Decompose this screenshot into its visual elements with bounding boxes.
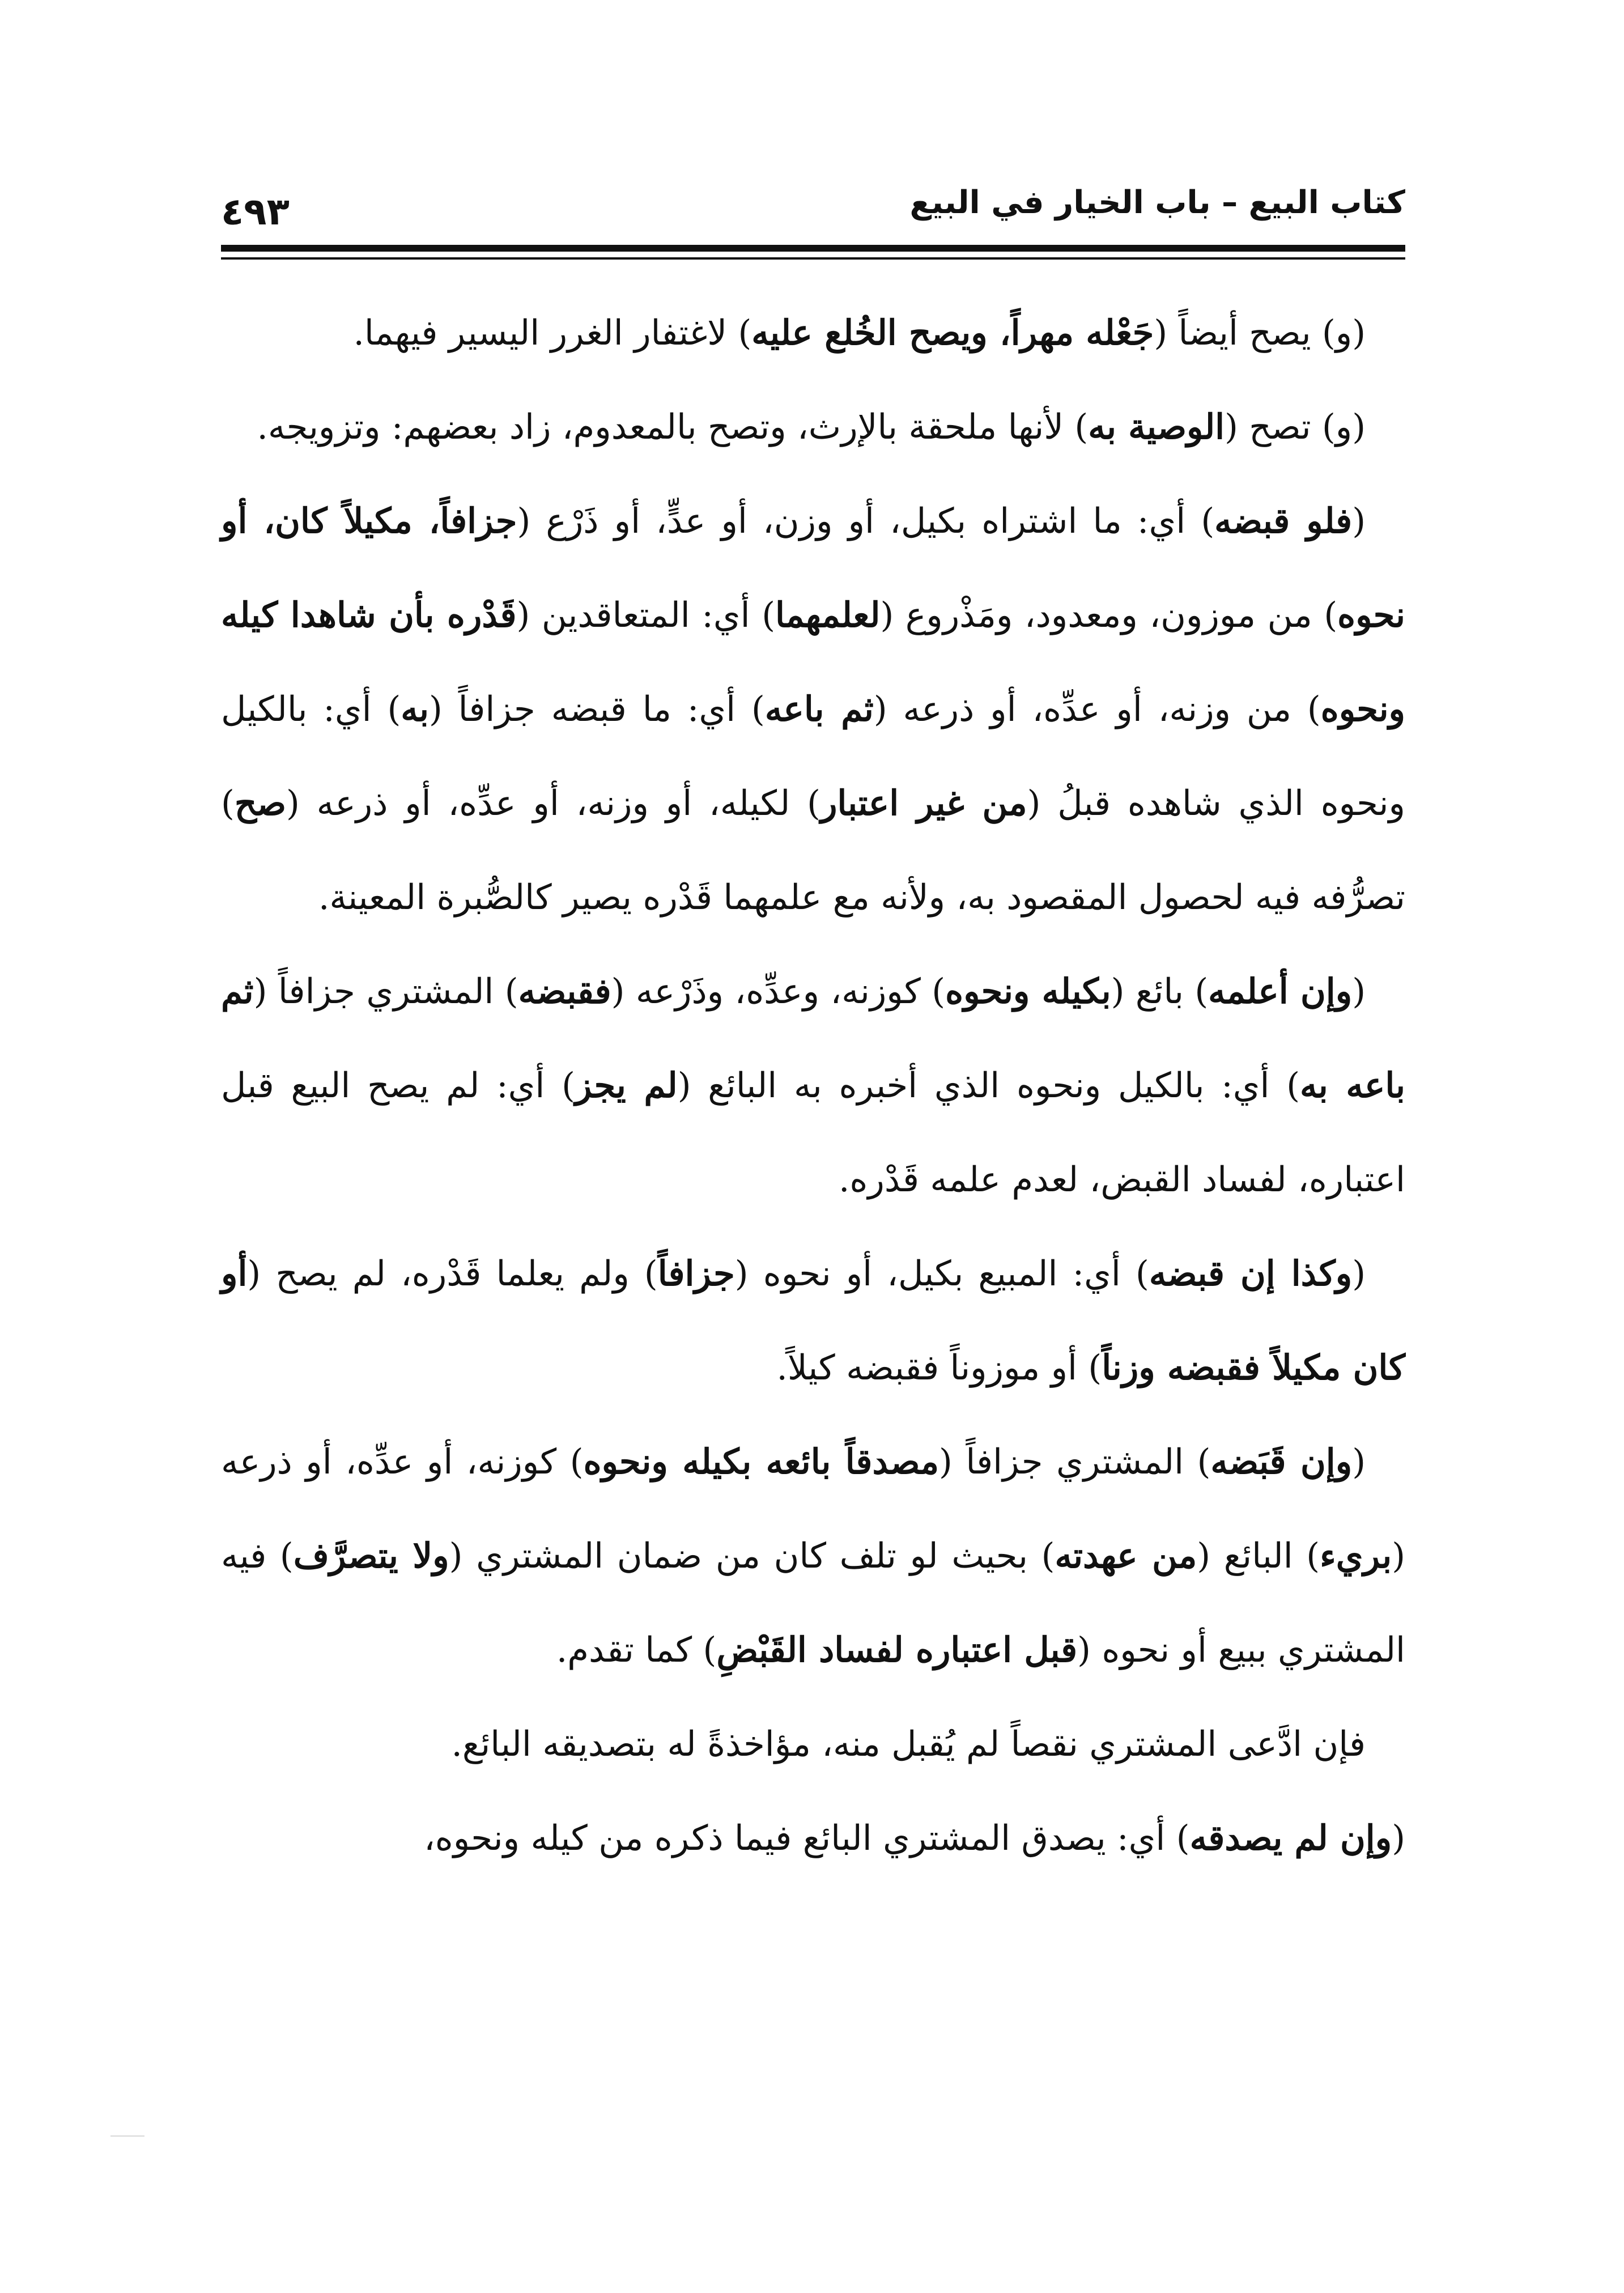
sharh-text: ) فيه المشتري ببيع أو نحوه ( [221, 1536, 1405, 1670]
page-header [221, 170, 1405, 244]
sharh-text: ) من موزون، ومعدود، ومَذْروع ( [880, 595, 1338, 635]
paragraph [221, 474, 1405, 945]
bold-matn-text: من عهدته [1055, 1536, 1197, 1576]
sharh-text: ) المشتري جزافاً ( [939, 1442, 1211, 1482]
bold-matn-text: جزافاً [657, 1254, 735, 1294]
bold-matn-text: ثم باعه [764, 689, 874, 729]
bold-matn-text: وإن لم يصدقه [1189, 1818, 1392, 1858]
sharh-text: ) أي: بالكيل ونحوه الذي شاهده قبلُ ( [221, 689, 1405, 823]
running-title: كتاب البيع – باب الخيار في البيع [909, 184, 1405, 221]
sharh-text: ) تصرُّفه فيه لحصول المقصود به، ولأنه مع علمهما قَدْره يصير كالصُّبرة المعينة. [221, 783, 1405, 918]
scan-mark [110, 2135, 144, 2137]
bold-matn-text: جزافاً، مكيلاً كان، أو نحوه [221, 501, 1405, 635]
bold-matn-text: الوصية به [1088, 407, 1225, 447]
paragraph [221, 286, 1405, 380]
bold-matn-text: لعلمهما [775, 595, 881, 635]
bold-matn-text: مصدقاً بائعه بكيله ونحوه [583, 1442, 939, 1482]
page-number: ٤٩٣ [221, 190, 290, 233]
paragraph [221, 380, 1405, 474]
paragraph [221, 1697, 1405, 1791]
sharh-text: فإن ادَّعى المشتري نقصاً لم يُقبل منه، مؤاخذةً له بتصديقه البائع. [451, 1724, 1366, 1764]
sharh-text: ) أي: لم يصح البيع قبل اعتباره، لفساد القبض، لعدم علمه قَدْره. [221, 1065, 1405, 1200]
sharh-text: ) ولم يعلما قَدْره، لم يصح ( [247, 1254, 658, 1294]
sharh-text: (و) تصح ( [1225, 407, 1366, 447]
sharh-text: ) أي: المتعاقدين ( [516, 595, 775, 635]
sharh-text: ) البائع ( [1197, 1536, 1320, 1576]
sharh-text: ) كوزنه، أو عدِّه، أو ذرعه ( [221, 1442, 1405, 1576]
paragraph [221, 1791, 1405, 1886]
bold-matn-text: وإن قَبَضه [1210, 1442, 1353, 1482]
bold-matn-text: بكيله ونحوه [945, 971, 1111, 1012]
bold-matn-text: قَدْره بأن شاهدا كيله ونحوه [221, 595, 1406, 729]
sharh-text: ) أي: يصدق المشتري البائع فيما ذكره من كيله ونحوه، [424, 1818, 1190, 1858]
sharh-text: (و) يصح أيضاً ( [1154, 313, 1366, 353]
paragraph [221, 1415, 1405, 1697]
bold-matn-text: وكذا إن قبضه [1149, 1254, 1353, 1294]
sharh-text: ) أي: ما قبضه جزافاً ( [428, 689, 765, 729]
bold-matn-text: ولا يتصرَّف [293, 1536, 449, 1576]
bold-matn-text: أو كان مكيلاً فقبضه وزناً [221, 1254, 1405, 1388]
header-rule-thin [221, 257, 1405, 260]
bold-matn-text: جَعْله مهراً، ويصح الخُلع عليه [751, 313, 1154, 353]
sharh-text: ) بحيث لو تلف كان من ضمان المشتري ( [449, 1536, 1055, 1576]
bold-matn-text: ثم باعه به [221, 971, 1405, 1106]
bold-matn-text: صح [234, 783, 286, 823]
sharh-text: ) المشتري جزافاً ( [253, 971, 518, 1012]
bold-matn-text: وإن أعلمه [1208, 971, 1353, 1012]
bold-matn-text: لم يجز [575, 1065, 678, 1106]
sharh-text: ) من وزنه، أو عدِّه، أو ذرعه ( [873, 689, 1321, 729]
bold-matn-text: به [401, 689, 429, 729]
sharh-text: ) أي: بالكيل ونحوه الذي أخبره به البائع ( [677, 1065, 1300, 1106]
sharh-text: ) بائع ( [1111, 971, 1209, 1012]
sharh-text: ( [1352, 501, 1366, 541]
sharh-text: ( [1352, 971, 1366, 1012]
sharh-text: ) لاغتفار الغرر اليسير فيهما. [353, 313, 752, 353]
sharh-text: ( [1352, 1442, 1366, 1482]
bold-matn-text: من غير اعتبار [820, 783, 1027, 823]
bold-matn-text: فقبضه [518, 971, 611, 1012]
bold-matn-text: قبل اعتباره لفساد القَبْضِ [716, 1630, 1078, 1670]
sharh-text: ) لأنها ملحقة بالإرث، وتصح بالمعدوم، زاد بعضهم: وتزويجه. [257, 407, 1089, 447]
sharh-text: ) كما تقدم. [556, 1630, 717, 1670]
sharh-text: ) كوزنه، وعدِّه، وذَرْعه ( [611, 971, 946, 1012]
body-text [221, 286, 1405, 1886]
paragraph [221, 1227, 1405, 1415]
sharh-text: ) أو موزوناً فقبضه كيلاً. [776, 1348, 1102, 1388]
bold-matn-text: بريء [1320, 1536, 1392, 1576]
header-rule-thick [221, 245, 1405, 252]
sharh-text: ) لكيله، أو وزنه، أو عدِّه، أو ذرعه ( [286, 783, 820, 823]
sharh-text: ( [1392, 1818, 1405, 1858]
sharh-text: ) أي: المبيع بكيل، أو نحوه ( [734, 1254, 1149, 1294]
sharh-text: ) أي: ما اشتراه بكيل، أو وزن، أو عدٍّ، أو ذَرْع ( [517, 501, 1215, 541]
paragraph [221, 945, 1405, 1227]
sharh-text: ( [1352, 1254, 1366, 1294]
bold-matn-text: فلو قبضه [1214, 501, 1353, 541]
